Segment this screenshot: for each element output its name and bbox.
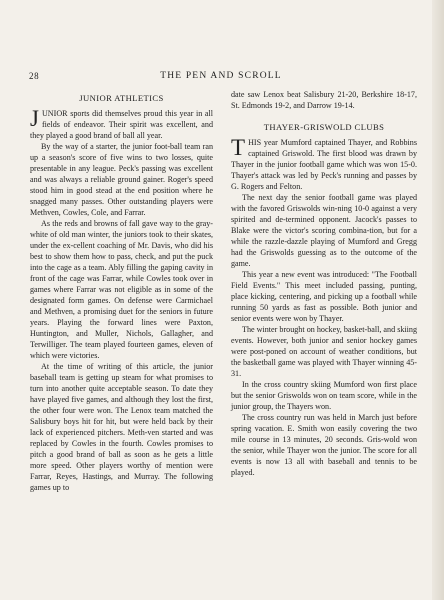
paragraph: The next day the senior football game was played with the favored Griswolds win-ning 10-0 against a very spirited and de-termined opponent. Jacock's passes to Blake were the victor's scoring combina-tion, but for a while the razzle-dazzle playing of Mumford and Gregg had the Griswolds guessing as to the outcome of the game. — [231, 193, 417, 268]
junior-athletics-heading: JUNIOR ATHLETICS — [79, 93, 164, 103]
first-paragraph — [231, 137, 417, 192]
paragraph: In the cross country skiing Mumford won first place but the senior Griswolds won on team score, while in the junior group, the Thayers won. — [231, 380, 417, 411]
paragraph: As the reds and browns of fall gave way to the gray-white of old man winter, the juniors took to their skates, under the ex-cellent coaching of Mr. Davis, who did his best to show them how to pass, check, and put the puck into the cage as a team. Ably filling the gaping cavity in front of the cage was Farrar, while Cowles took over in games where Farrar was not eligible as in some of the designated form games. On defense were Carmichael and Methven, a promising duet for the seniors in future years. Playing the forward lines were Paxton, Huntington, and Muller, Nichols, Gallagher, and Terwilliger. The team played fourteen games, eleven of which were victories. — [30, 219, 213, 360]
first-paragraph-text: HIS year Mumford captained Thayer, and Robbins captained Griswold. The first blood was drawn by Thayer in the junior football game which was won 15-0. Thayer's attack was led by Peck's running and passes by G. Rogers and Felton. — [231, 138, 417, 191]
right-column — [231, 89, 417, 478]
paragraph: The winter brought on hockey, basket-ball, and skiing events. However, both junior and senior hockey games were post-poned on account of weather conditions, but the basketball game was played with Thayer winning 45-31. — [231, 325, 417, 378]
first-paragraph — [30, 108, 213, 141]
drop-cap: J — [30, 106, 39, 131]
running-head — [29, 71, 413, 83]
thayer-griswold-heading: THAYER-GRISWOLD CLUBS — [263, 122, 385, 132]
paragraph: At the time of writing of this article, the junior baseball team is getting up steam for what promises to turn into another quite acceptable season. To date they have played five games, and although they lost the first, the other four were won. The Lenox team matched the Salisbury boys hit for hit, but were held back by their lack of experienced pitchers. Meth-ven started and was replaced by Cowles in the fourth. Cowles promises to pitch a good brand of ball as soon as he gets a little more speed. Other players worthy of mention were Farrar, Reyes, Hastings, and Murray. The following games up to — [30, 362, 213, 492]
journal-title: THE PEN AND SCROLL — [160, 71, 282, 81]
page-number: 28 — [29, 71, 40, 81]
drop-cap: T — [231, 135, 246, 160]
first-paragraph-text: UNIOR sports did themselves proud this year in all fields of endeavor. Their spirit was excellent, and they played a good brand of ball all year. — [30, 109, 213, 140]
paragraph: The cross country run was held in March just before spring vacation. E. Smith won easily covering the two mile course in 13 minutes, 20 seconds. Gris-wold won the senior, while Thayer won the junior. The score for all events is now 13 all with baseball and tennis to be played. — [231, 413, 417, 477]
left-column — [30, 93, 213, 493]
paragraph: This year a new event was introduced: "The Football Field Events." This meet included passing, punting, place kicking, centering, and picking up a football while running 50 yards as fast as possible. Both junior and senior events were won by Thayer. — [231, 270, 417, 323]
continuation-paragraph: date saw Lenox beat Salisbury 21-20, Berkshire 18-17, St. Edmonds 19-2, and Darrow 19-14. — [231, 90, 417, 110]
scan-edge — [432, 0, 444, 600]
paragraph: By the way of a starter, the junior foot-ball team ran up a season's score of five wins to two losses, quite presentable in any league. Peck's passing was excellent and was always a reliable ground gainer. Roger's speed stood him in good stead at the end position where he snagged many passes. Other outstanding players were Methven, Cowles, Cole, and Farrar. — [30, 142, 213, 217]
